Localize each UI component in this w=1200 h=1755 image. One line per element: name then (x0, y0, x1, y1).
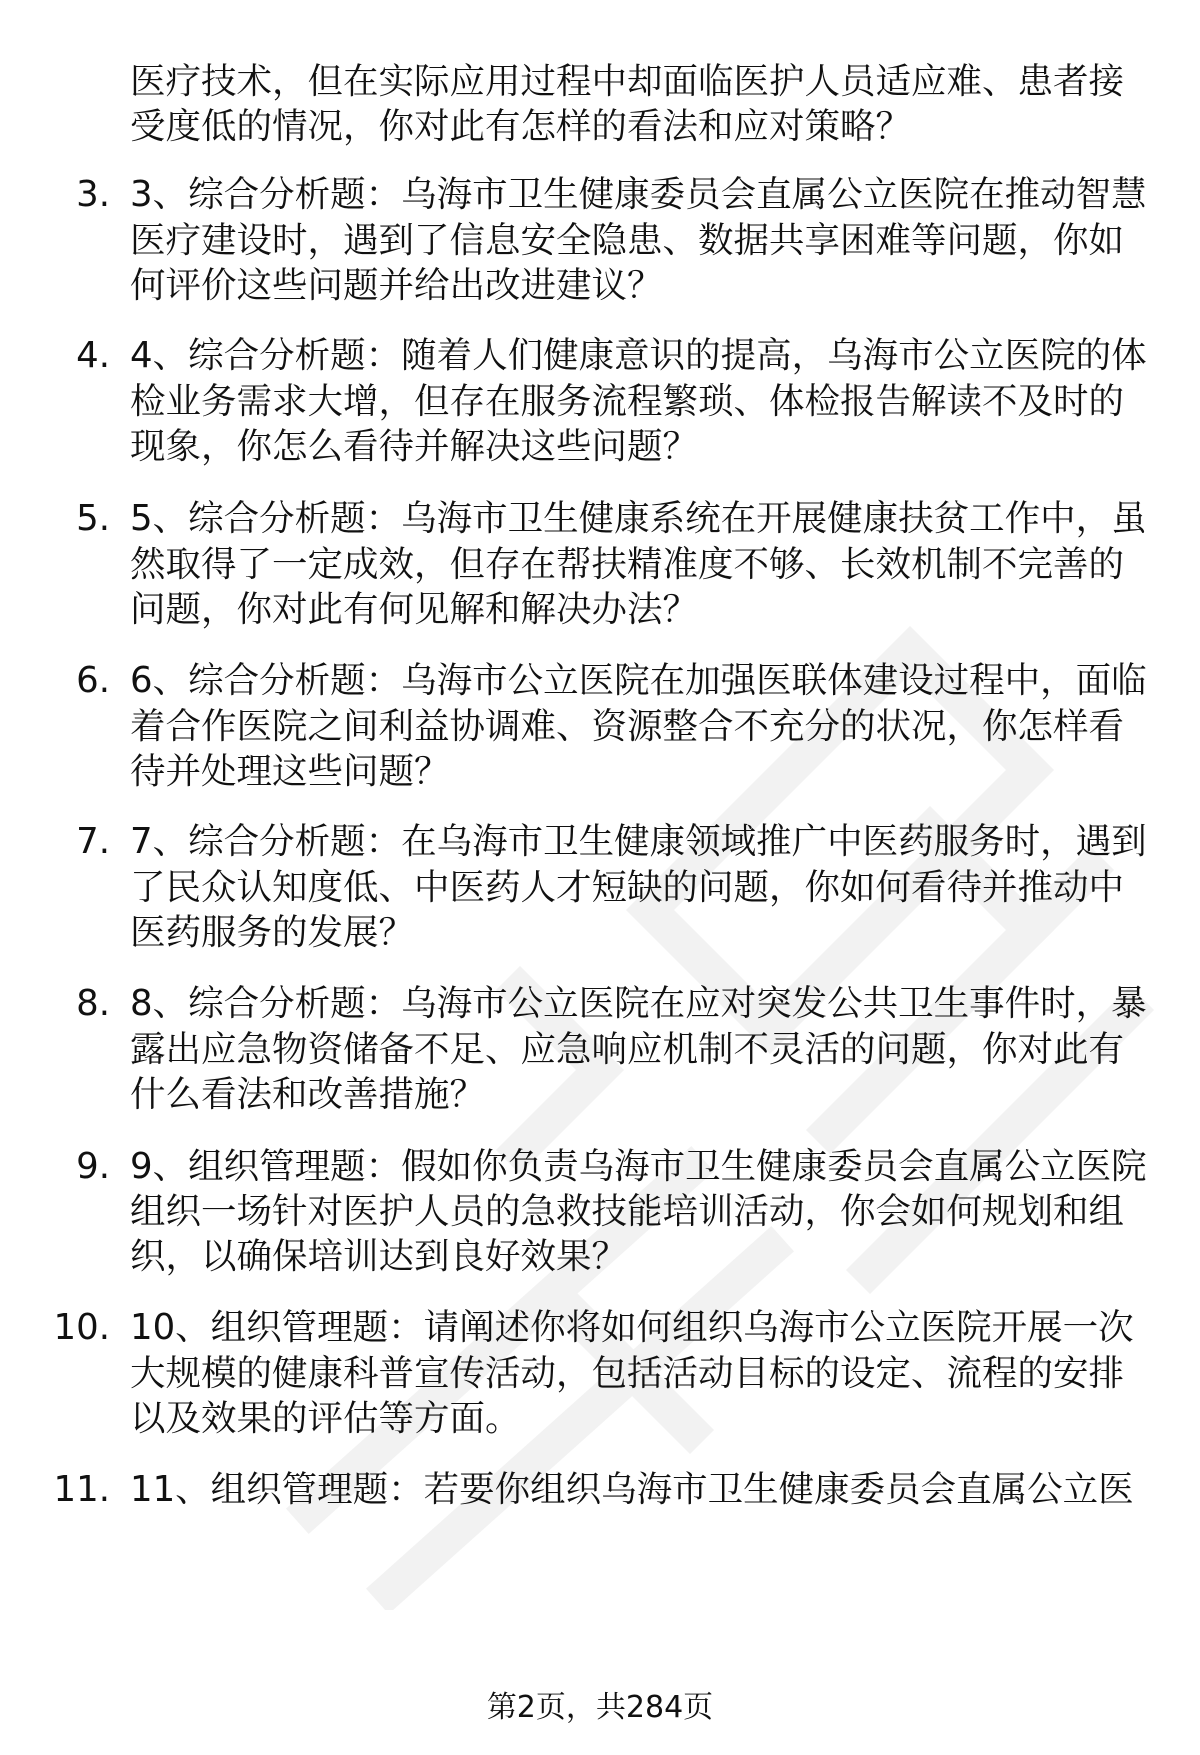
question-7-line-3: 医药服务的发展？ (130, 912, 415, 953)
question-8-line-3: 什么看法和改善措施？ (130, 1074, 486, 1115)
question-4-line-2: 检业务需求大增，但存在服务流程繁琐、体检报告解读不及时的 (130, 381, 1125, 422)
list-item-number: 11. (53, 1469, 110, 1510)
question-5-line-3: 问题，你对此有何见解和解决办法？ (130, 589, 699, 630)
list-item-number: 4. (76, 335, 110, 376)
question-7-line-2: 了民众认知度低、中医药人才短缺的问题，你如何看待并推动中 (130, 867, 1125, 908)
question-6-line-2: 着合作医院之间利益协调难、资源整合不充分的状况，你怎样看 (130, 706, 1125, 747)
question-10-line-1: 10、组织管理题：请阐述你将如何组织乌海市公立医院开展一次 (130, 1307, 1134, 1348)
question-9-line-2: 组织一场针对医护人员的急救技能培训活动，你会如何规划和组 (130, 1191, 1125, 1232)
question-9-line-3: 织，以确保培训达到良好效果？ (130, 1236, 628, 1277)
list-item-number: 6. (76, 660, 110, 701)
list-item-number: 5. (76, 498, 110, 539)
question-3-line-3: 何评价这些问题并给出改进建议？ (130, 265, 663, 306)
list-item-number: 9. (76, 1146, 110, 1187)
question-10-line-3: 以及效果的评估等方面。 (130, 1398, 521, 1439)
question-11-line-1: 11、组织管理题：若要你组织乌海市卫生健康委员会直属公立医 (130, 1469, 1134, 1510)
list-item-number: 3. (76, 174, 110, 215)
question-6-line-3: 待并处理这些问题？ (130, 751, 450, 792)
list-item-number: 8. (76, 983, 110, 1024)
list-item-number: 7. (76, 821, 110, 862)
question-9-line-1: 9、组织管理题：假如你负责乌海市卫生健康委员会直属公立医院 (130, 1146, 1147, 1187)
question-8-line-1: 8、综合分析题：乌海市公立医院在应对突发公共卫生事件时，暴 (130, 983, 1147, 1024)
page-footer-label: 第2页，共284页 (486, 1690, 714, 1725)
question-8-line-2: 露出应急物资储备不足、应急响应机制不灵活的问题，你对此有 (130, 1029, 1125, 1070)
question-3-line-2: 医疗建设时，遇到了信息安全隐患、数据共享困难等问题，你如 (130, 220, 1125, 261)
list-item-number: 10. (53, 1307, 110, 1348)
question-6-line-1: 6、综合分析题：乌海市公立医院在加强医联体建设过程中，面临 (130, 660, 1147, 701)
question-4-line-3: 现象，你怎么看待并解决这些问题？ (130, 426, 699, 467)
question-10-line-2: 大规模的健康科普宣传活动，包括活动目标的设定、流程的安排 (130, 1353, 1125, 1394)
question-3-line-1: 3、综合分析题：乌海市卫生健康委员会直属公立医院在推动智慧 (130, 174, 1147, 215)
question-continuation-line-2: 受度低的情况，你对此有怎样的看法和应对策略？ (130, 106, 912, 147)
question-continuation-line-1: 医疗技术，但在实际应用过程中却面临医护人员适应难、患者接 (130, 61, 1125, 102)
question-4-line-1: 4、综合分析题：随着人们健康意识的提高，乌海市公立医院的体 (130, 335, 1147, 376)
question-7-line-1: 7、综合分析题：在乌海市卫生健康领域推广中医药服务时，遇到 (130, 821, 1147, 862)
question-5-line-1: 5、综合分析题：乌海市卫生健康系统在开展健康扶贫工作中，虽 (130, 498, 1147, 539)
question-5-line-2: 然取得了一定成效，但存在帮扶精准度不够、长效机制不完善的 (130, 544, 1125, 585)
